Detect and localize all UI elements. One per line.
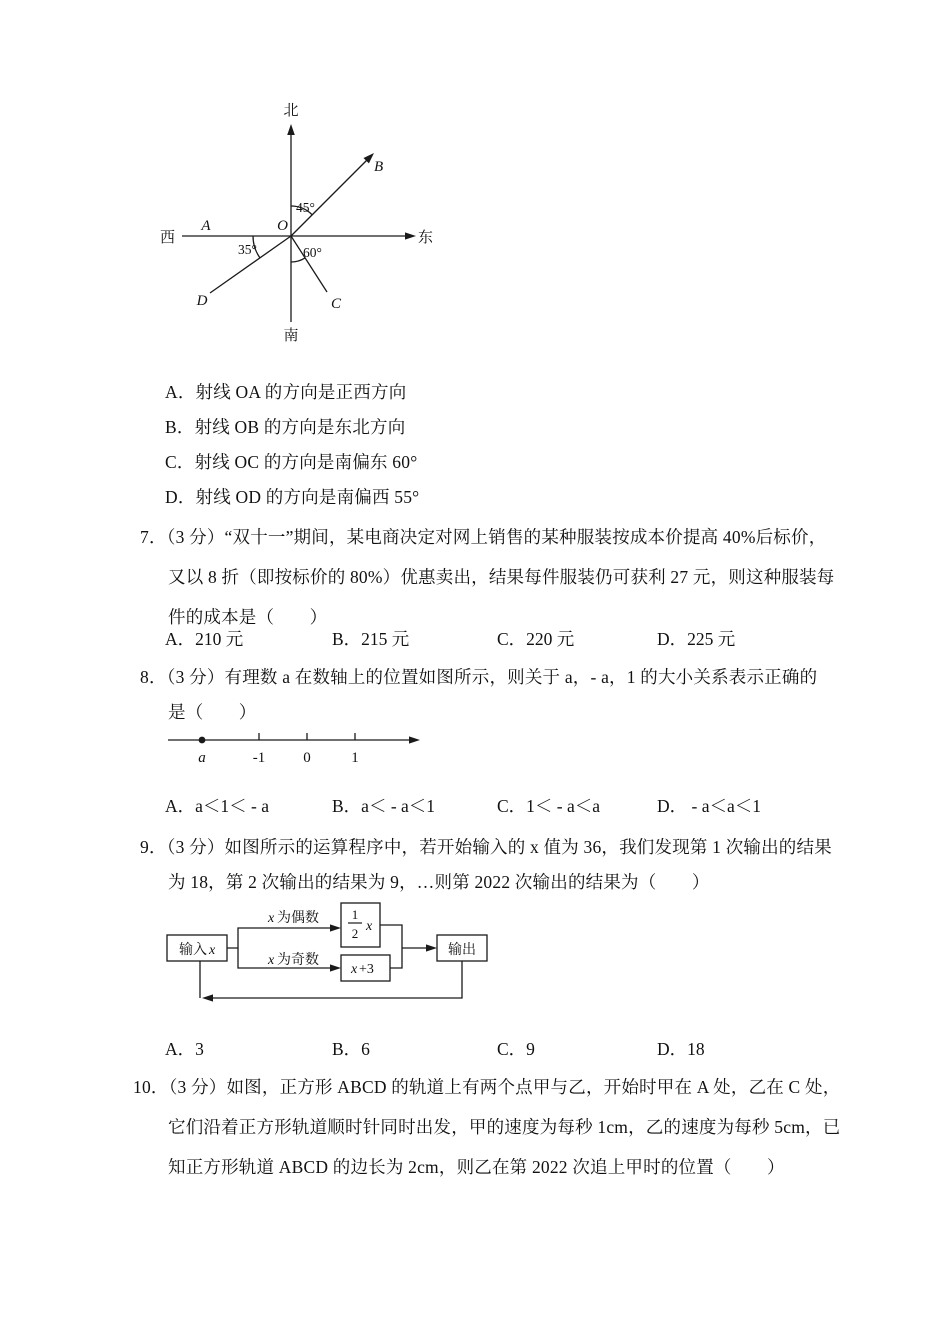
q10-line-1: 10．（3 分）如图，正方形 ABCD 的轨道上有两个点甲与乙，开始时甲在 A 处，乙在 C 处， [133, 1077, 841, 1097]
q6-option-b: B．射线 OB 的方向是东北方向 [165, 417, 406, 437]
q9-option-a: A．3 [165, 1039, 204, 1059]
plus3-var: x [351, 962, 358, 977]
numberline-point-label: a [198, 750, 206, 766]
compass-arrowheads [287, 124, 416, 240]
odd-branch-label: 为奇数 [277, 953, 319, 968]
q10-line-3: 知正方形轨道 ABCD 的边长为 2cm，则乙在第 2022 次追上甲时的位置（ ） [168, 1157, 785, 1177]
label-point-a: A [201, 218, 211, 234]
q7-line-1: 7．（3 分）“双十一”期间，某电商决定对网上销售的某种服装按成本价提高 40%后标价， [140, 527, 827, 547]
north-arrow-icon [287, 124, 295, 135]
even-branch-var: x [268, 911, 275, 926]
q8-options [165, 795, 885, 817]
tick-1: 1 [351, 750, 359, 766]
q8-option-c: C．1＜ - a＜a [497, 796, 601, 816]
q8-line-2: 是（ ） [168, 702, 257, 722]
numberline-figure [160, 722, 440, 772]
q7-options [165, 628, 885, 650]
odd-arrow-icon [330, 964, 341, 971]
q8-line-1: 8．（3 分）有理数 a 在数轴上的位置如图所示，则关于 a，- a，1 的大小关系表示正确的 [140, 667, 818, 687]
axis-arrow-icon [409, 736, 420, 743]
fraction-var: x [366, 919, 373, 934]
label-point-b: B [374, 159, 384, 175]
point-a-dot [199, 737, 206, 744]
q9-line-1: 9．（3 分）如图所示的运算程序中，若开始输入的 x 值为 36，我们发现第 1 次输出的结果 [140, 837, 832, 857]
compass-figure [150, 100, 440, 350]
angle-45-label: 45° [296, 200, 315, 215]
q7-line-3: 件的成本是（ ） [168, 607, 328, 627]
label-point-d: D [196, 293, 208, 309]
q6-option-a: A．射线 OA 的方向是正西方向 [165, 382, 407, 402]
q9-line-2: 为 18，第 2 次输出的结果为 9，…则第 2022 次输出的结果为（ ） [168, 872, 710, 892]
half-box [341, 903, 380, 947]
angle-60-label: 60° [303, 245, 322, 260]
q9-option-c: C．9 [497, 1039, 535, 1059]
q7-option-a: A．210 元 [165, 629, 244, 649]
label-south: 南 [283, 328, 299, 344]
q7-line-2: 又以 8 折（即按标价的 80%）优惠卖出，结果每件服装仍可获利 27 元，则这种服装每 [168, 567, 835, 587]
flowchart-figure [158, 898, 503, 1010]
q7-option-c: C．220 元 [497, 629, 575, 649]
q9-option-b: B．6 [332, 1039, 370, 1059]
q7-option-d: D．225 元 [657, 629, 736, 649]
output-arrow-icon [426, 944, 437, 951]
output-label: 输出 [448, 943, 476, 958]
q8-option-b: B．a＜ - a＜1 [332, 796, 436, 816]
q9-option-d: D．18 [657, 1039, 705, 1059]
angle-35-label: 35° [238, 242, 257, 257]
loop-arrow-icon [202, 994, 213, 1001]
q9-options [165, 1038, 885, 1060]
label-east: 东 [418, 230, 434, 246]
q7-option-b: B．215 元 [332, 629, 410, 649]
even-arrow-icon [330, 924, 341, 931]
plus3-rest: +3 [359, 962, 374, 977]
q6-option-d: D．射线 OD 的方向是南偏西 55° [165, 487, 420, 507]
input-var: x [209, 943, 216, 958]
compass-lines [182, 134, 406, 322]
label-point-c: C [330, 296, 342, 312]
even-branch-label: 为偶数 [277, 911, 319, 926]
fraction-denominator: 2 [351, 926, 359, 941]
label-west: 西 [160, 230, 176, 246]
odd-branch-var: x [268, 953, 275, 968]
label-point-o: O [277, 218, 288, 234]
fraction-numerator: 1 [351, 907, 359, 922]
q10-line-2: 它们沿着正方形轨道顺时针同时出发，甲的速度为每秒 1cm，乙的速度为每秒 5cm，已 [168, 1117, 841, 1137]
q8-option-a: A．a＜1＜ - a [165, 796, 270, 816]
label-north: 北 [283, 103, 299, 119]
q6-option-c: C．射线 OC 的方向是南偏东 60° [165, 452, 418, 472]
q8-option-d: D． - a＜a＜1 [657, 796, 762, 816]
input-label: 输入 [179, 943, 207, 958]
east-arrow-icon [405, 232, 416, 239]
tick-minus1: -1 [252, 750, 266, 766]
tick-0: 0 [303, 750, 311, 766]
